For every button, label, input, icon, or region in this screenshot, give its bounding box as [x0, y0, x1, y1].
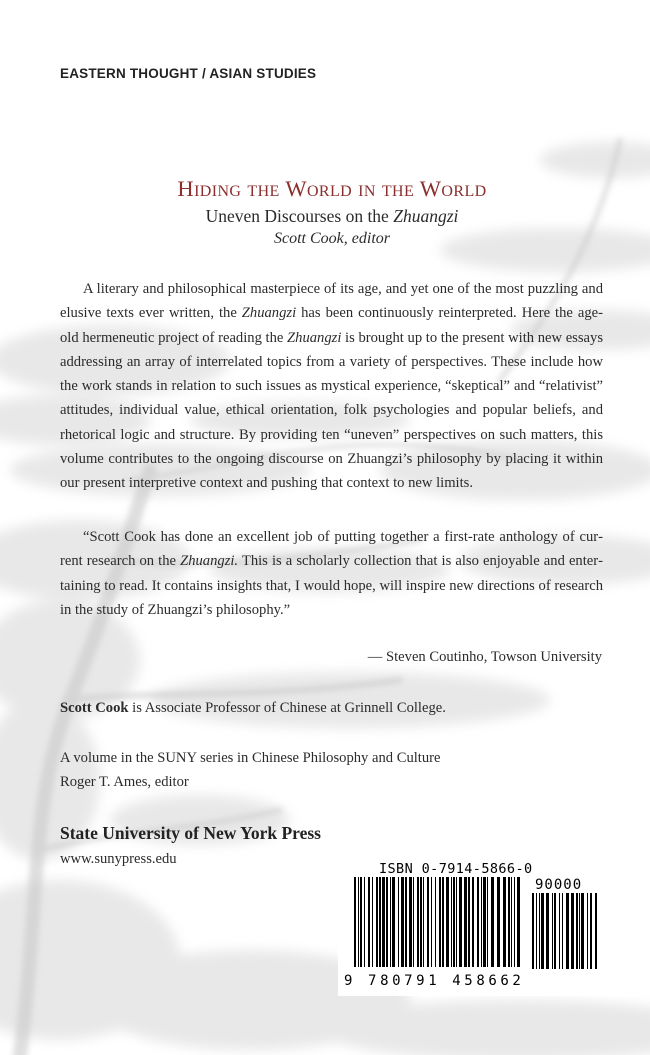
barcode-bar	[472, 877, 474, 967]
barcode-bar	[442, 877, 444, 967]
barcode-bar	[364, 877, 365, 967]
barcode-bar	[423, 877, 424, 967]
barcode-bar	[390, 877, 391, 967]
description-run: is brought up to the present with new essays addressing an array of interrelated topics from a variety of perspectives. These include how the work stands in relation to such issues as mystical experience, “skeptical” and “relativist” attitudes, individual value, ethical orientation, folk psychologies and popular beliefs, and rhetorical logic and structure. By providing ten “uneven” perspectives on such matters, this volume contributes to the ongoing discourse on Zhuangzi’s philosophy by placing it within our present interpretive context and pushing that context to new limits.	[60, 329, 603, 492]
barcode-bar	[511, 877, 512, 967]
publisher-url: www.sunypress.edu	[60, 851, 177, 867]
barcode-bar	[459, 877, 462, 967]
endorsement-run: This is a scholarly collection that is also enjoyable and entertaining to read. It contains insights that, I would hope, will inspire new directions of research in the study of Zhuangzi’s philosophy.”	[60, 553, 603, 618]
barcode-bar	[559, 893, 560, 969]
barcode-bar	[539, 893, 540, 969]
barcode-bar	[552, 893, 553, 969]
barcode-panel	[338, 853, 631, 996]
barcode-bar	[392, 877, 395, 967]
author-bio	[60, 700, 446, 717]
barcode-bar	[427, 877, 429, 967]
book-title: Hiding the World in the World	[177, 176, 487, 201]
book-editor: Scott Cook, editor	[274, 230, 390, 247]
barcode-bar	[456, 877, 457, 967]
subtitle-text: Uneven Discourses on the	[205, 206, 394, 226]
endorsement-run: “Scott Cook has done an excellent job of putting together a first-rate anthology of current research on the	[60, 529, 603, 570]
barcode-bar	[417, 877, 419, 967]
ean-barcode	[352, 877, 526, 977]
series-editor: Roger T. Ames, editor	[60, 774, 189, 790]
barcode-bar	[464, 877, 467, 967]
endorsement-run-italic: Zhuangzi.	[180, 553, 239, 570]
barcode-bar	[409, 877, 412, 967]
barcode-bar	[439, 877, 441, 967]
description-run: A literary and philosophical masterpiece of its age, and yet one of the most puzzling and elusive texts ever written, the	[60, 281, 603, 322]
description-paragraph	[60, 277, 603, 496]
author-name: Scott Cook	[60, 700, 129, 716]
barcode-bar	[554, 893, 556, 969]
barcode-bar	[483, 877, 486, 967]
barcode-bar	[541, 893, 544, 969]
barcode-bar	[497, 877, 500, 967]
ean-number: 9 780791 458662	[344, 973, 525, 989]
barcode-bar	[413, 877, 414, 967]
barcode-bar	[508, 877, 510, 967]
quote-attribution: — Steven Coutinho, Towson University	[367, 649, 602, 665]
book-subtitle	[0, 206, 650, 227]
category-label: EASTERN THOUGHT / ASIAN STUDIES	[60, 66, 317, 81]
barcode-bar	[571, 893, 574, 969]
barcode-bar	[532, 893, 534, 969]
endorsement-quote	[60, 525, 603, 622]
barcode-bar	[514, 877, 515, 967]
barcode-bar	[453, 877, 455, 967]
description-run-italic: Zhuangzi	[287, 329, 342, 346]
barcode-bar	[517, 877, 520, 967]
barcode-bar	[372, 877, 373, 967]
barcode-bar	[546, 893, 549, 969]
barcode-bar	[576, 893, 578, 969]
barcode-bar	[477, 877, 479, 967]
barcode-bar	[566, 893, 569, 969]
barcode-bar	[435, 877, 436, 967]
price-code-label: 90000	[535, 877, 583, 893]
barcode-bar	[581, 893, 584, 969]
barcode-bar	[386, 877, 388, 967]
barcode-bar	[398, 877, 399, 967]
barcode-bar	[595, 893, 597, 969]
barcode-bar	[446, 877, 449, 967]
barcode-bar	[491, 877, 494, 967]
barcode-bar	[587, 893, 588, 969]
addon-barcode	[530, 893, 600, 977]
barcode-bar	[358, 877, 359, 967]
barcode-bar	[379, 877, 381, 967]
barcode-bar	[401, 877, 404, 967]
author-bio-text: is Associate Professor of Chinese at Grinnell College.	[128, 700, 446, 716]
series-info: A volume in the SUNY series in Chinese Philosophy and Culture	[60, 750, 441, 766]
barcode-bar	[360, 877, 362, 967]
barcode-bar	[536, 893, 537, 969]
description-run-italic: Zhuangzi	[241, 305, 297, 322]
barcode-bar	[481, 877, 482, 967]
barcode-bar	[590, 893, 592, 969]
barcode-bar	[503, 877, 506, 967]
barcode-bar	[487, 877, 488, 967]
barcode-bar	[376, 877, 378, 967]
barcode-bar	[354, 877, 356, 967]
barcode-bar	[368, 877, 370, 967]
isbn-label: ISBN 0-7914-5866-0	[379, 861, 533, 877]
publisher-name: State University of New York Press	[60, 823, 321, 843]
barcode-bar	[468, 877, 470, 967]
barcode-bar	[382, 877, 385, 967]
barcode-bar	[405, 877, 407, 967]
barcode-bar	[431, 877, 432, 967]
subtitle-italic: Zhuangzi	[393, 206, 459, 226]
barcode-bar	[451, 877, 452, 967]
barcode-bar	[420, 877, 422, 967]
description-run: has been continuously reinterpreted. Here the age-old hermeneutic project of reading the	[60, 305, 603, 346]
barcode-bar	[562, 893, 563, 969]
barcode-bar	[579, 893, 580, 969]
